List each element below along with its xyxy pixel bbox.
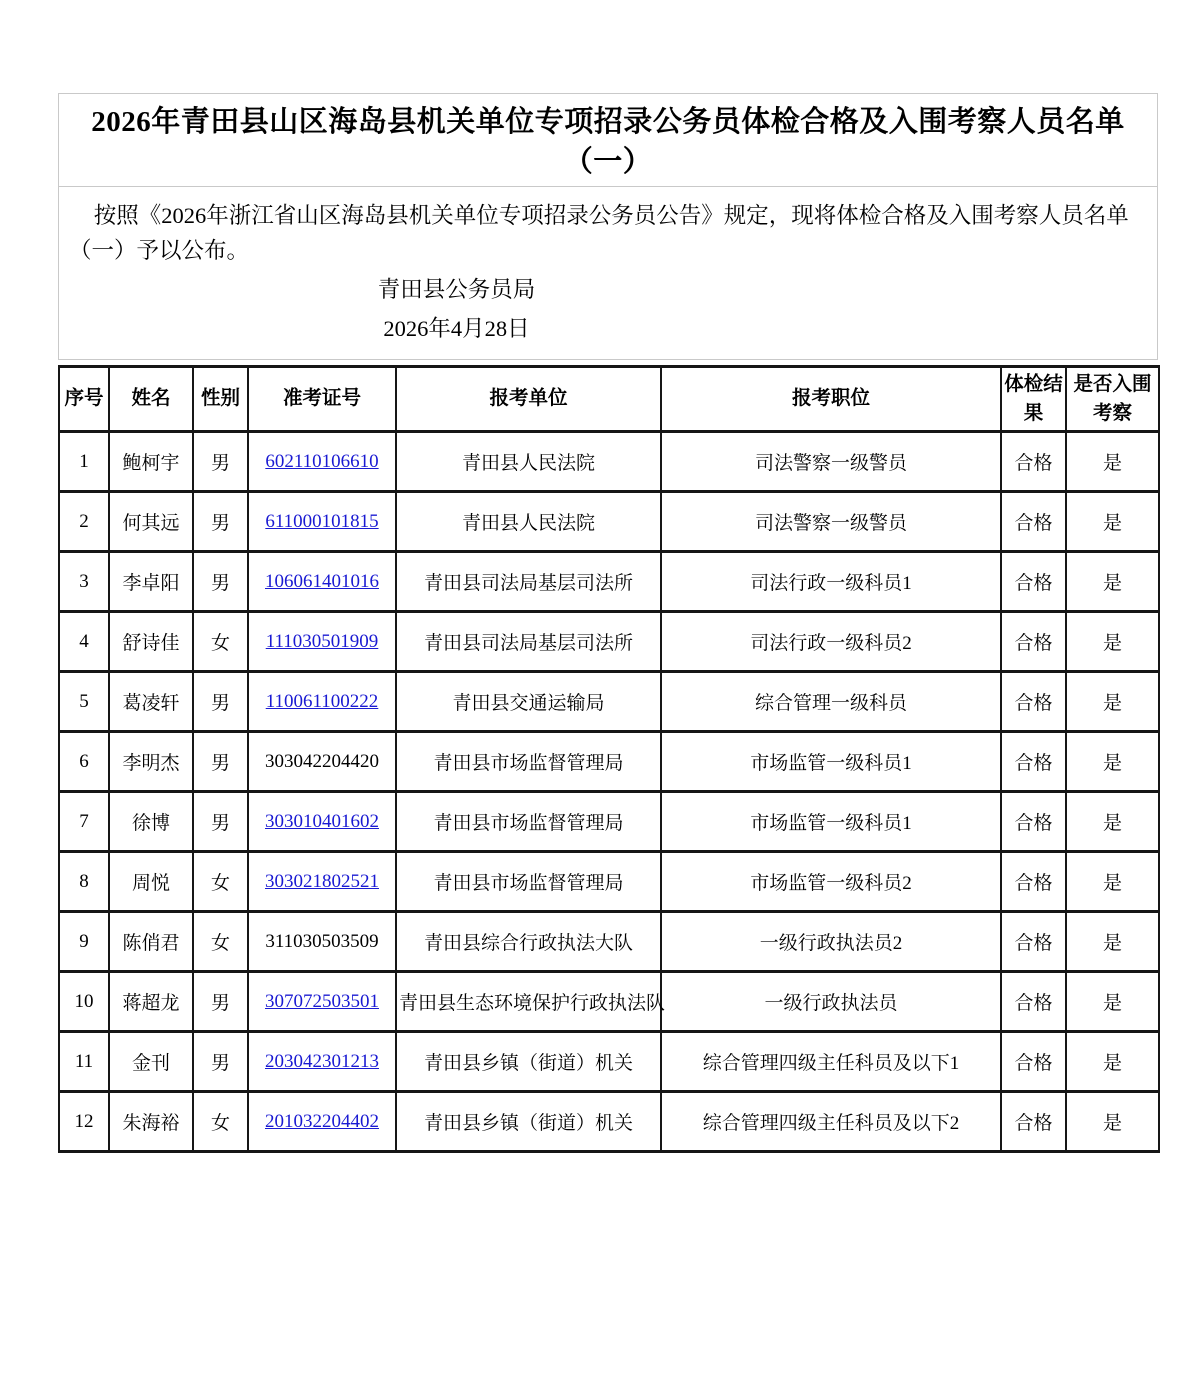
cell-position: 司法行政一级科员1 [661, 552, 1001, 612]
cell-name: 葛凌轩 [109, 672, 193, 732]
cell-result: 合格 [1001, 672, 1066, 732]
table-row [59, 792, 1159, 852]
cell-ticket [248, 732, 396, 792]
cell-ticket [248, 852, 396, 912]
cell-position: 市场监管一级科员2 [661, 852, 1001, 912]
ticket-link[interactable]: 307072503501 [265, 990, 379, 1012]
page-title-line2: （一） [563, 146, 653, 179]
table-row [59, 612, 1159, 672]
cell-position: 市场监管一级科员1 [661, 792, 1001, 852]
column-header: 体检结果 [1001, 366, 1066, 432]
cell-result: 合格 [1001, 492, 1066, 552]
cell-shortlisted: 是 [1066, 552, 1159, 612]
cell-unit: 青田县乡镇（街道）机关 [396, 1092, 661, 1152]
cell-unit: 青田县市场监督管理局 [396, 732, 661, 792]
table-row [59, 672, 1159, 732]
cell-shortlisted: 是 [1066, 972, 1159, 1032]
ticket-link[interactable]: 201032204402 [265, 1110, 379, 1132]
cell-result: 合格 [1001, 1092, 1066, 1152]
cell-shortlisted: 是 [1066, 1092, 1159, 1152]
cell-name: 陈俏君 [109, 912, 193, 972]
cell-result: 合格 [1001, 432, 1066, 492]
signature-zone [67, 273, 846, 347]
table-head [59, 366, 1159, 432]
cell-result: 合格 [1001, 552, 1066, 612]
cell-unit: 青田县市场监督管理局 [396, 792, 661, 852]
table-row [59, 732, 1159, 792]
cell-shortlisted: 是 [1066, 492, 1159, 552]
cell-shortlisted: 是 [1066, 792, 1159, 852]
cell-name: 鲍柯宇 [109, 432, 193, 492]
cell-gender: 男 [193, 792, 248, 852]
column-header: 是否入围考察 [1066, 366, 1159, 432]
cell-position: 司法警察一级警员 [661, 432, 1001, 492]
date-line: 2026年4月28日 [383, 315, 530, 341]
cell-unit: 青田县综合行政执法大队 [396, 912, 661, 972]
cell-seq: 11 [59, 1032, 109, 1092]
document-content [58, 93, 1158, 1153]
cell-shortlisted: 是 [1066, 912, 1159, 972]
cell-gender: 女 [193, 1092, 248, 1152]
column-header: 准考证号 [248, 366, 396, 432]
ticket-link[interactable]: 611000101815 [265, 510, 379, 532]
cell-seq: 6 [59, 732, 109, 792]
intro-block [59, 187, 1157, 359]
cell-unit: 青田县交通运输局 [396, 672, 661, 732]
table-row [59, 492, 1159, 552]
cell-gender: 男 [193, 672, 248, 732]
ticket-number: 303042204420 [265, 750, 379, 772]
cell-name: 朱海裕 [109, 1092, 193, 1152]
cell-name: 徐博 [109, 792, 193, 852]
cell-gender: 男 [193, 432, 248, 492]
cell-result: 合格 [1001, 852, 1066, 912]
cell-position: 司法行政一级科员2 [661, 612, 1001, 672]
cell-ticket [248, 552, 396, 612]
cell-seq: 9 [59, 912, 109, 972]
cell-seq: 1 [59, 432, 109, 492]
ticket-link[interactable]: 111030501909 [265, 630, 379, 652]
cell-seq: 7 [59, 792, 109, 852]
cell-shortlisted: 是 [1066, 732, 1159, 792]
column-header: 报考职位 [661, 366, 1001, 432]
results-table [58, 365, 1160, 1154]
notice-block [58, 93, 1158, 360]
intro-paragraph: 按照《2026年浙江省山区海岛县机关单位专项招录公务员公告》规定，现将体检合格及入围考察人员名单（一）予以公布。 [69, 203, 1129, 263]
cell-gender: 女 [193, 612, 248, 672]
cell-gender: 男 [193, 732, 248, 792]
table-row [59, 912, 1159, 972]
column-header: 序号 [59, 366, 109, 432]
cell-unit: 青田县乡镇（街道）机关 [396, 1032, 661, 1092]
cell-seq: 2 [59, 492, 109, 552]
cell-name: 蒋超龙 [109, 972, 193, 1032]
column-header: 报考单位 [396, 366, 661, 432]
cell-seq: 4 [59, 612, 109, 672]
cell-seq: 8 [59, 852, 109, 912]
cell-gender: 女 [193, 852, 248, 912]
cell-shortlisted: 是 [1066, 852, 1159, 912]
cell-position: 市场监管一级科员1 [661, 732, 1001, 792]
cell-gender: 男 [193, 1032, 248, 1092]
issuer-line: 青田县公务员局 [377, 276, 536, 302]
cell-position: 司法警察一级警员 [661, 492, 1001, 552]
cell-position: 一级行政执法员 [661, 972, 1001, 1032]
cell-name: 舒诗佳 [109, 612, 193, 672]
cell-shortlisted: 是 [1066, 432, 1159, 492]
cell-unit: 青田县司法局基层司法所 [396, 612, 661, 672]
cell-position: 综合管理一级科员 [661, 672, 1001, 732]
cell-shortlisted: 是 [1066, 672, 1159, 732]
cell-gender: 男 [193, 552, 248, 612]
cell-shortlisted: 是 [1066, 612, 1159, 672]
cell-name: 李明杰 [109, 732, 193, 792]
column-header: 性别 [193, 366, 248, 432]
page-title-line1: 2026年青田县山区海岛县机关单位专项招录公务员体检合格及入围考察人员名单 [91, 106, 1125, 138]
cell-unit: 青田县司法局基层司法所 [396, 552, 661, 612]
table-row [59, 972, 1159, 1032]
cell-position: 一级行政执法员2 [661, 912, 1001, 972]
cell-ticket [248, 972, 396, 1032]
page-title [69, 102, 1147, 182]
cell-ticket [248, 1092, 396, 1152]
cell-ticket [248, 672, 396, 732]
header-row [59, 366, 1159, 432]
cell-gender: 女 [193, 912, 248, 972]
ticket-link[interactable]: 303010401602 [265, 810, 379, 832]
ticket-link[interactable]: 602110106610 [265, 450, 379, 472]
cell-result: 合格 [1001, 1032, 1066, 1092]
cell-ticket [248, 612, 396, 672]
cell-position: 综合管理四级主任科员及以下2 [661, 1092, 1001, 1152]
cell-seq: 12 [59, 1092, 109, 1152]
table-row [59, 552, 1159, 612]
cell-result: 合格 [1001, 792, 1066, 852]
cell-position: 综合管理四级主任科员及以下1 [661, 1032, 1001, 1092]
cell-result: 合格 [1001, 732, 1066, 792]
cell-name: 何其远 [109, 492, 193, 552]
table-row [59, 432, 1159, 492]
cell-unit: 青田县人民法院 [396, 492, 661, 552]
cell-ticket [248, 432, 396, 492]
cell-ticket [248, 1032, 396, 1092]
cell-ticket [248, 792, 396, 852]
cell-unit: 青田县生态环境保护行政执法队 [396, 972, 661, 1032]
cell-seq: 5 [59, 672, 109, 732]
cell-result: 合格 [1001, 912, 1066, 972]
cell-seq: 3 [59, 552, 109, 612]
ticket-link[interactable]: 110061100222 [265, 690, 379, 712]
cell-ticket [248, 912, 396, 972]
ticket-link[interactable]: 106061401016 [265, 570, 379, 592]
table-body [59, 432, 1159, 1152]
table-row [59, 1092, 1159, 1152]
column-header: 姓名 [109, 366, 193, 432]
cell-shortlisted: 是 [1066, 1032, 1159, 1092]
cell-gender: 男 [193, 972, 248, 1032]
cell-gender: 男 [193, 492, 248, 552]
ticket-link[interactable]: 303021802521 [265, 870, 379, 892]
table-row [59, 852, 1159, 912]
cell-name: 金刊 [109, 1032, 193, 1092]
cell-name: 周悦 [109, 852, 193, 912]
table-row [59, 1032, 1159, 1092]
ticket-link[interactable]: 203042301213 [265, 1050, 379, 1072]
cell-result: 合格 [1001, 972, 1066, 1032]
ticket-number: 311030503509 [265, 930, 379, 952]
cell-unit: 青田县人民法院 [396, 432, 661, 492]
cell-unit: 青田县市场监督管理局 [396, 852, 661, 912]
cell-ticket [248, 492, 396, 552]
title-block [59, 94, 1157, 187]
cell-seq: 10 [59, 972, 109, 1032]
cell-name: 李卓阳 [109, 552, 193, 612]
cell-result: 合格 [1001, 612, 1066, 672]
